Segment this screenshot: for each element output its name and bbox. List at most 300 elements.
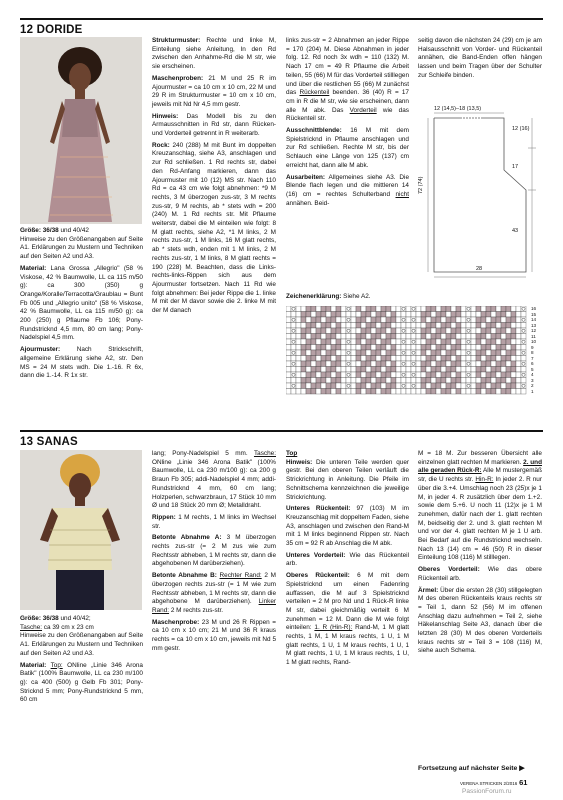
- chart-cell: [396, 367, 401, 373]
- chart-cell: [416, 339, 421, 345]
- chart-cell: [286, 350, 291, 356]
- chart-cell: [436, 306, 441, 312]
- chart-cell: [461, 328, 466, 334]
- chart-cell: [391, 356, 396, 362]
- chart-cell: [301, 389, 306, 395]
- section-header-sanas: [20, 430, 543, 448]
- chart-cell: [331, 306, 336, 312]
- chart-cell: [371, 317, 376, 323]
- chart-cell: [491, 339, 496, 345]
- chart-cell: [401, 334, 406, 340]
- chart-cell: [386, 334, 391, 340]
- chart-cell: [341, 312, 346, 318]
- s2-material-text: ONline „Linie 346 Arona Batik" (100% Baumwolle, LL ca 230 m/100 g): ca 400 (500) g Gelb Fb 301; Pony-Stricknd 5 mm; Pony-Rundstricknd 5 mm, 60 cm: [20, 661, 143, 704]
- chart-cell: [476, 378, 481, 384]
- chart-cell: [501, 317, 506, 323]
- chart-cell: [426, 323, 431, 329]
- chart-cell: [496, 361, 501, 367]
- chart-cell: [461, 334, 466, 340]
- chart-cell: [456, 356, 461, 362]
- chart-cell: [461, 378, 466, 384]
- chart-cell: [381, 323, 386, 329]
- chart-cell: [391, 317, 396, 323]
- s2-col2-underline: Tasche:: [253, 450, 276, 457]
- chart-cell: [446, 361, 451, 367]
- chart-cell: [336, 350, 341, 356]
- chart-cell: [441, 345, 446, 351]
- s2-size-text: Hinweise zu den Größenangaben auf Seite A1. Erklärungen zu Mustern und Techniken auf den Seiten A2 und A3.: [20, 632, 143, 657]
- chart-cell: [326, 367, 331, 373]
- chart-cell: [486, 367, 491, 373]
- chart-cell: [306, 323, 311, 329]
- chart-cell: [331, 317, 336, 323]
- chart-cell: [361, 317, 366, 323]
- chart-cell: [441, 306, 446, 312]
- chart-cell: [491, 328, 496, 334]
- chart-cell: [426, 334, 431, 340]
- chart-cell: [486, 345, 491, 351]
- s2-tasche-label: Tasche:: [20, 623, 43, 631]
- chart-cell: [456, 317, 461, 323]
- chart-cell: [301, 306, 306, 312]
- material-text: Lana Grossa „Allegrio" (58 % Viskose, 42 % Baumwolle, LL ca 115 m/50 g): ca 300 (350) g Orange/Koralle/Terracotta/Graublau = Bunt Fb 005 und „Allegrio unito" (58 % Viskose, 42 % Baumwolle, LL ca 115 m/50 g): ca 200 (250) g Pflaume Fb 106; Pony-Rundstricknd 4,5 mm, 80 cm lang; Pony-Nadelspiel 4,5 mm.: [20, 264, 143, 342]
- chart-cell: [391, 350, 396, 356]
- chart-cell: [336, 367, 341, 373]
- chart-cell: [426, 350, 431, 356]
- chart-cell: [341, 345, 346, 351]
- chart-cell: [476, 361, 481, 367]
- aus-label: Ausschnittblende:: [286, 127, 342, 135]
- chart-cell: [431, 328, 436, 334]
- chart-cell: [426, 306, 431, 312]
- chart-cell: [366, 356, 371, 362]
- chart-cell: [306, 361, 311, 367]
- col3-text-b: beenden. 36 (40) R = 17 cm in R die M str, wie sie erscheinen, dann alle M abk. Das: [286, 89, 409, 114]
- chart-cell: [431, 339, 436, 345]
- chart-cell: [351, 367, 356, 373]
- chart-cell: [451, 317, 456, 323]
- chart-cell: [361, 306, 366, 312]
- chart-cell: [471, 361, 476, 367]
- chart-cell: [441, 317, 446, 323]
- chart-cell: [391, 334, 396, 340]
- chart-cell: [491, 389, 496, 395]
- chart-cell: [441, 328, 446, 334]
- chart-cell: [326, 350, 331, 356]
- chart-cell: [426, 361, 431, 367]
- chart-cell: [506, 367, 511, 373]
- chart-cell: [411, 334, 416, 340]
- col3-underline-1: Rückenteil: [299, 89, 330, 97]
- chart-cell: [296, 383, 301, 389]
- chart-cell: [306, 339, 311, 345]
- chart-cell: [341, 367, 346, 373]
- chart-cell: [451, 356, 456, 362]
- chart-cell: [331, 345, 336, 351]
- chart-cell: [316, 361, 321, 367]
- chart-cell: [301, 323, 306, 329]
- chart-cell: [381, 317, 386, 323]
- chart-cell: [421, 367, 426, 373]
- chart-cell: [431, 383, 436, 389]
- chart-cell: [301, 367, 306, 373]
- chart-cell: [296, 312, 301, 318]
- chart-cell: [386, 389, 391, 395]
- s2-size-rest: und 40/42;: [58, 615, 91, 622]
- chart-cell: [501, 389, 506, 395]
- chart-cell: [381, 367, 386, 373]
- chart-cell: [296, 367, 301, 373]
- chart-cell: [411, 367, 416, 373]
- chart-cell: [426, 367, 431, 373]
- row-number: 6: [531, 361, 534, 366]
- chart-cell: [296, 345, 301, 351]
- schema-left: 72 (74): [418, 176, 424, 194]
- chart-cell: [416, 334, 421, 340]
- ausarb-text: Allgemeines siehe A3. Die Blende flach legen und die mittleren 14 (16) cm = rechtes Schulterband: [286, 173, 409, 198]
- chart-cell: [501, 323, 506, 329]
- chart-cell: [356, 378, 361, 384]
- chart-cell: [486, 323, 491, 329]
- chart-cell: [391, 367, 396, 373]
- chart-cell: [446, 372, 451, 378]
- col3-text: links zus-str = 2 Abnahmen an jeder Rippe = 170 (204) M. Diese Abnahmen in jeder folg. 12. Rd noch 3x wdh = 110 (132) M. Nach 17 cm = 49 R Pflaume die Arbeit teilen, 55 (66) M für das Vorderteil stilllegen und über die restlichen 55 (66) M zunächst das: [286, 37, 409, 97]
- chart-cell: [481, 372, 486, 378]
- abB-underline-2: Linker Rand:: [152, 598, 276, 614]
- chart-cell: [321, 345, 326, 351]
- chart-cell: [441, 334, 446, 340]
- chart-cell: [371, 323, 376, 329]
- chart-cell: [291, 312, 296, 318]
- chart-cell: [351, 334, 356, 340]
- chart-cell: [396, 389, 401, 395]
- chart-cell: [451, 312, 456, 318]
- chart-cell: [456, 383, 461, 389]
- chart-cell: [446, 350, 451, 356]
- chart-cell: [371, 312, 376, 318]
- chart-cell: [476, 356, 481, 362]
- chart-cell: [511, 317, 516, 323]
- ausarb-underline: nicht: [395, 190, 409, 198]
- chart-cell: [351, 383, 356, 389]
- maschen-text: 21 M und 25 R im Ajourmuster = ca 10 cm x 10 cm, 22 M und 29 R im Strukturmuster = 10 cm x 10 cm, jeweils mit Nd Nr 4,5 mm gestr.: [152, 74, 276, 108]
- chart-cell: [516, 306, 521, 312]
- chart-cell: [371, 372, 376, 378]
- chart-cell: [336, 328, 341, 334]
- knitting-chart: [286, 306, 531, 406]
- chart-cell: [381, 339, 386, 345]
- chart-cell: [296, 334, 301, 340]
- chart-cell: [296, 317, 301, 323]
- chart-cell: [291, 367, 296, 373]
- chart-cell: [391, 323, 396, 329]
- magazine-name: VERENA STRICKEN 2/2016: [460, 781, 518, 786]
- chart-cell: [296, 323, 301, 329]
- chart-cell: [466, 312, 471, 318]
- chart-cell: [456, 372, 461, 378]
- chart-cell: [381, 389, 386, 395]
- chart-cell: [416, 367, 421, 373]
- ajour-label: Ajourmuster:: [20, 346, 61, 354]
- hinweis-label: Hinweis:: [152, 112, 179, 120]
- chart-cell: [441, 378, 446, 384]
- chart-cell: [351, 361, 356, 367]
- chart-cell: [441, 367, 446, 373]
- chart-cell: [371, 306, 376, 312]
- chart-cell: [366, 378, 371, 384]
- chart-cell: [341, 334, 346, 340]
- chart-cell: [436, 339, 441, 345]
- chart-cell: [386, 378, 391, 384]
- chart-cell: [456, 334, 461, 340]
- chart-cell: [476, 383, 481, 389]
- chart-cell: [471, 312, 476, 318]
- chart-cell: [381, 372, 386, 378]
- chart-cell: [466, 323, 471, 329]
- material-label: Material:: [20, 264, 47, 272]
- chart-cell: [361, 339, 366, 345]
- chart-cell: [481, 350, 486, 356]
- chart-cell: [481, 361, 486, 367]
- chart-cell: [466, 356, 471, 362]
- chart-cell: [391, 361, 396, 367]
- chart-cell: [451, 367, 456, 373]
- struktur-text: Rechte und linke M, Einteilung siehe Anleitung, In den Rd zwischen den Anhahme-Rd die M str, wie sie erscheinen.: [152, 37, 276, 71]
- chart-cell: [341, 389, 346, 395]
- chart-cell: [371, 361, 376, 367]
- chart-cell: [386, 372, 391, 378]
- chart-cell: [316, 317, 321, 323]
- chart-cell: [406, 378, 411, 384]
- chart-cell: [381, 328, 386, 334]
- chart-cell: [316, 367, 321, 373]
- chart-cell: [331, 389, 336, 395]
- chart-cell: [361, 372, 366, 378]
- row-number: 14: [531, 317, 537, 322]
- chart-cell: [496, 389, 501, 395]
- chart-cell: [421, 383, 426, 389]
- chart-cell: [476, 312, 481, 318]
- chart-cell: [286, 323, 291, 329]
- ausarb-label: Ausarbeiten:: [286, 173, 326, 181]
- chart-cell: [421, 334, 426, 340]
- chart-cell: [461, 317, 466, 323]
- chart-cell: [481, 312, 486, 318]
- chart-cell: [306, 317, 311, 323]
- chart-cell: [341, 372, 346, 378]
- legend-label: [286, 293, 506, 302]
- chart-cell: [451, 345, 456, 351]
- chart-cell: [306, 383, 311, 389]
- chart-cell: [351, 317, 356, 323]
- chart-cell: [336, 383, 341, 389]
- chart-cell: [406, 372, 411, 378]
- chart-cell: [421, 339, 426, 345]
- chart-cell: [451, 339, 456, 345]
- chart-cell: [446, 345, 451, 351]
- chart-cell: [491, 378, 496, 384]
- chart-cell: [391, 312, 396, 318]
- chart-cell: [336, 372, 341, 378]
- chart-cell: [491, 334, 496, 340]
- chart-cell: [471, 378, 476, 384]
- chart-cell: [386, 317, 391, 323]
- chart-cell: [386, 339, 391, 345]
- chart-cell: [421, 306, 426, 312]
- chart-cell: [306, 334, 311, 340]
- chart-cell: [386, 312, 391, 318]
- chart-cell: [436, 345, 441, 351]
- chart-cell: [286, 334, 291, 340]
- chart-cell: [501, 334, 506, 340]
- chart-cell: [456, 367, 461, 373]
- chart-cell: [301, 328, 306, 334]
- chart-cell: [326, 383, 331, 389]
- chart-cell: [341, 378, 346, 384]
- s2-col4-text: M = 18 M. Zur besseren Übersicht alle einzelnen glatt rechten M markieren.: [418, 450, 542, 466]
- chart-cell: [371, 350, 376, 356]
- chart-cell: [406, 323, 411, 329]
- chart-cell: [501, 312, 506, 318]
- chart-cell: [306, 312, 311, 318]
- chart-cell: [286, 345, 291, 351]
- aus-text: 16 M mit dem Spielstricknd in Pflaume anschlagen und zur Rd schließen. Rechte M str, bis der Schlauch eine Länge von 125 (137) cm erreicht hat, dann alle M abk.: [286, 127, 409, 169]
- chart-cell: [486, 383, 491, 389]
- chart-cell: [481, 378, 486, 384]
- chart-cell: [486, 372, 491, 378]
- chart-cell: [381, 312, 386, 318]
- chart-cell: [416, 350, 421, 356]
- chart-cell: [341, 339, 346, 345]
- chart-cell: [421, 372, 426, 378]
- row-number: 16: [531, 306, 537, 311]
- text-column-2: [152, 37, 276, 319]
- chart-cell: [371, 328, 376, 334]
- chart-cell: [321, 356, 326, 362]
- chart-cell: [426, 312, 431, 318]
- size-text: Hinweise zu den Größenangaben auf Seite A1. Erklärungen zu Mustern und Techniken auf den Seiten A2 und A3.: [20, 235, 143, 261]
- chart-cell: [516, 334, 521, 340]
- chart-cell: [521, 378, 526, 384]
- chart-cell: [331, 372, 336, 378]
- chart-cell: [506, 372, 511, 378]
- chart-cell: [311, 378, 316, 384]
- chart-cell: [381, 361, 386, 367]
- chart-cell: [456, 378, 461, 384]
- chart-cell: [436, 312, 441, 318]
- chart-cell: [461, 306, 466, 312]
- row-number: 9: [531, 344, 534, 350]
- chart-cell: [401, 356, 406, 362]
- chart-cell: [476, 339, 481, 345]
- chart-cell: [451, 350, 456, 356]
- chart-cell: [471, 334, 476, 340]
- chart-cell: [476, 350, 481, 356]
- chart-cell: [406, 389, 411, 395]
- chart-cell: [506, 378, 511, 384]
- s2-col4-underline: 2. und alle geraden Rück-R:: [418, 458, 542, 475]
- chart-cell: [321, 317, 326, 323]
- s2-text-column-2: [152, 450, 276, 656]
- row-number: 3: [531, 377, 534, 383]
- continue-note[interactable]: Fortsetzung auf nächster Seite ▶: [418, 765, 525, 772]
- chart-cell: [501, 383, 506, 389]
- chart-cell: [291, 323, 296, 329]
- row-number: 1: [531, 388, 534, 394]
- chart-cell: [491, 345, 496, 351]
- chart-cell: [326, 356, 331, 362]
- chart-cell: [316, 339, 321, 345]
- chart-cell: [386, 361, 391, 367]
- chart-cell: [436, 383, 441, 389]
- row-number: 12: [531, 328, 537, 333]
- chart-cell: [506, 361, 511, 367]
- chart-cell: [461, 361, 466, 367]
- chart-cell: [521, 356, 526, 362]
- chart-cell: [341, 328, 346, 334]
- model-photo-sanas: [20, 450, 142, 610]
- chart-cell: [441, 383, 446, 389]
- chart-cell: [326, 372, 331, 378]
- row-number: 7: [531, 355, 534, 361]
- chart-cell: [416, 306, 421, 312]
- chart-cell: [476, 389, 481, 395]
- schema-right-bottom: 43: [512, 228, 519, 234]
- chart-cell: [486, 339, 491, 345]
- chart-cell: [286, 383, 291, 389]
- chart-cell: [336, 389, 341, 395]
- chart-cell: [286, 389, 291, 395]
- chart-cell: [466, 367, 471, 373]
- chart-cell: [496, 372, 501, 378]
- chart-cell: [316, 356, 321, 362]
- chart-cell: [296, 378, 301, 384]
- chart-cell: [461, 372, 466, 378]
- chart-cell: [326, 323, 331, 329]
- chart-cell: [391, 372, 396, 378]
- chart-cell: [336, 356, 341, 362]
- chart-cell: [431, 361, 436, 367]
- rock-text: 240 (288) M mit Bunt im doppelten Kreuzanschlag, siehe A3, anschlagen und zur Rd schließen. 1 Rd rechts str, dabei den Rd-Anfang markieren, dann das Ajourmuster mit 10 (12) MS str. Nach 110 Rd = ca 43 cm wie folgt abnehmen: *9 M rechts, 3 M überzogen zus-str, 3 M rechts zus-str, 9 M rechts, ab * stets wdh = 200 (240) M. 1 Rd rechts str. Mit Pflaume weiterstr, dabei die M einteilen wie folgt: 8 M glatt rechts, siehe A2, *1 M links, 2 M rechts zus-str, 1 M links, 16 M glatt rechts, ab * stets wdh, enden mit 1 M links, 2 M rechts zus-str, 1 M links, 8 M glatt rechts = 190 (228) M. Beachten, dass die Links-rechts-links-Rippen sich aus dem Ajourmuster fortsetzen. Nach 11 Rd wie folgt abnehmen: Bei jeder Rippe die 1. linke M mit der M davor sowie die 2. linke M mit der M danach: [152, 141, 276, 315]
- chart-cell: [511, 312, 516, 318]
- chart-cell: [406, 328, 411, 334]
- chart-cell: [501, 361, 506, 367]
- chart-cell: [401, 312, 406, 318]
- chart-cell: [491, 383, 496, 389]
- chart-cell: [461, 350, 466, 356]
- chart-cell: [311, 317, 316, 323]
- arm-text: Über die ersten 28 (30) stillgelegten M des oberen Rückenteils kraus rechts str = Teil 1, dann 52 (56) M im offenen Anschlag dazu aufnehmen = Teil 2, siehe Häkelanschlag Seite A3, danach über die letzten 28 (30) M des oberen Vorderteils kraus rechts str = Teil 3 = 108 (116) M, siehe auch Schema.: [418, 586, 542, 655]
- chart-cell: [426, 378, 431, 384]
- chart-cell: [361, 356, 366, 362]
- row-number: 5: [531, 366, 534, 372]
- chart-cell: [301, 356, 306, 362]
- section-title-2: 13 SANAS: [20, 436, 78, 448]
- chart-cell: [481, 306, 486, 312]
- chart-cell: [496, 378, 501, 384]
- chart-cell: [491, 372, 496, 378]
- chart-cell: [351, 323, 356, 329]
- page-footer: [460, 778, 527, 787]
- chart-cell: [291, 378, 296, 384]
- chart-cell: [286, 361, 291, 367]
- chart-cell: [336, 323, 341, 329]
- chart-cell: [496, 306, 501, 312]
- chart-cell: [481, 339, 486, 345]
- chart-cell: [341, 350, 346, 356]
- chart-cell: [306, 306, 311, 312]
- chart-cell: [421, 312, 426, 318]
